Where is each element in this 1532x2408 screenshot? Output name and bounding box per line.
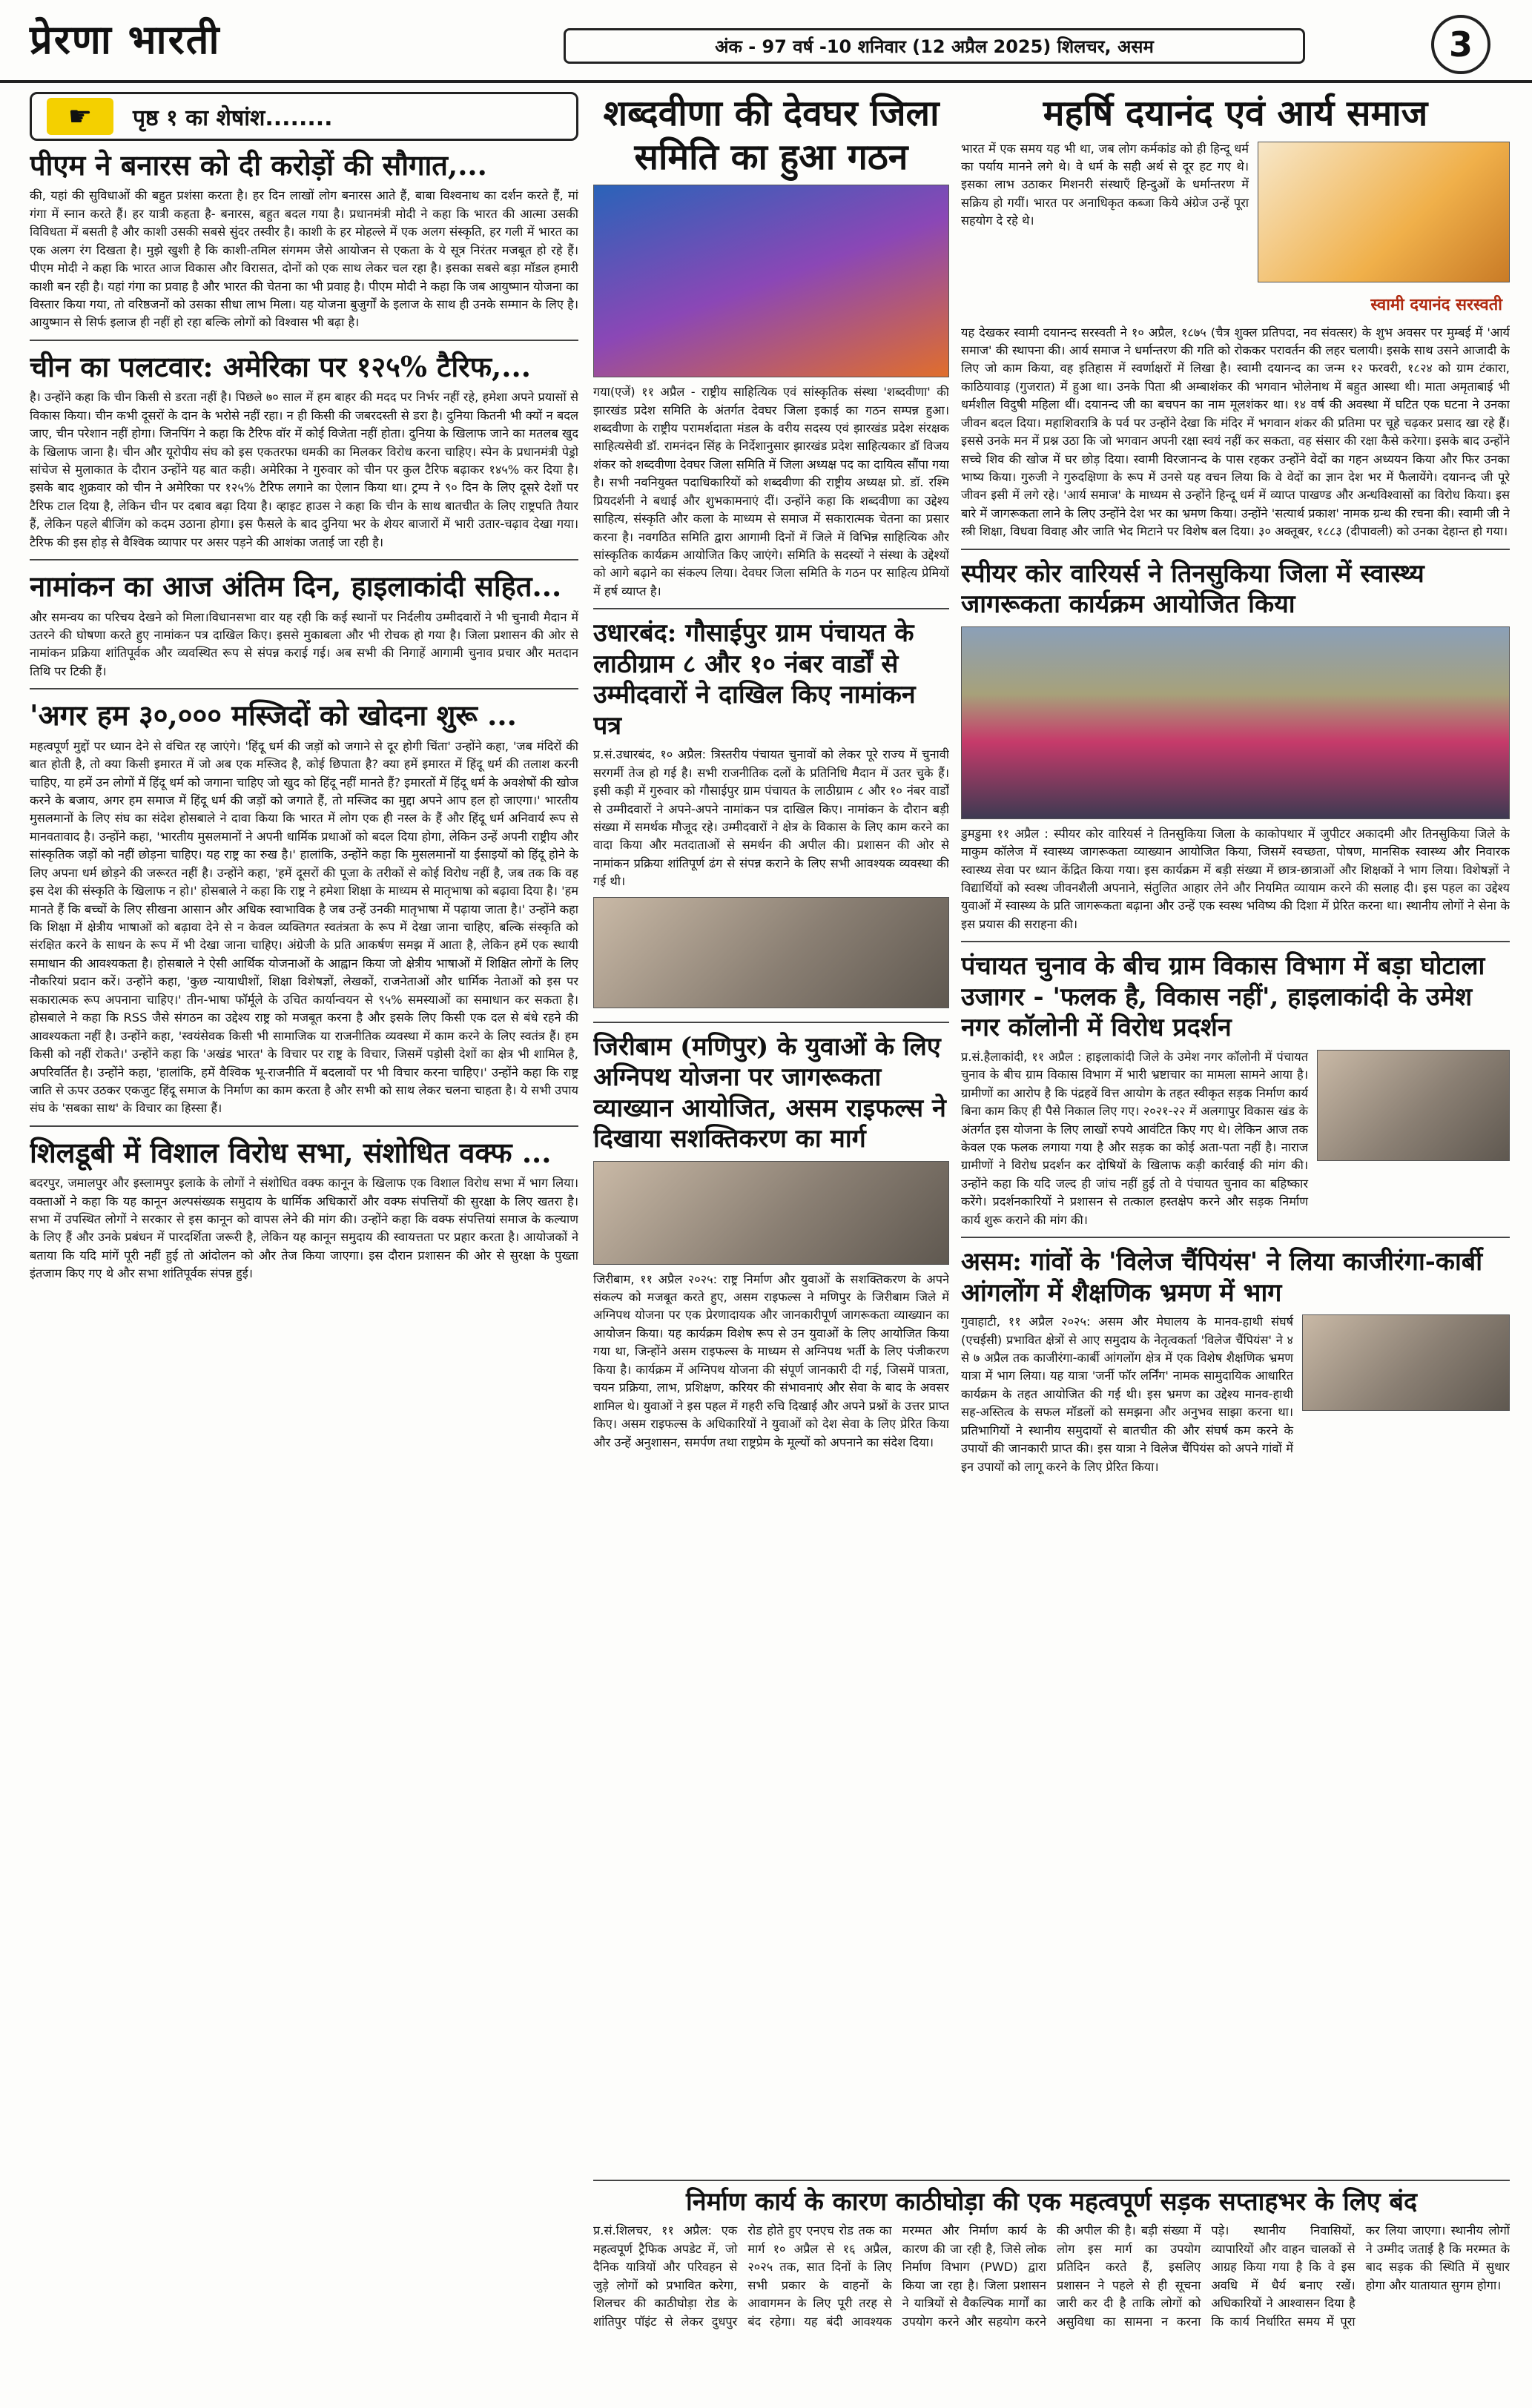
story-body: की, यहां की सुविधाओं की बहुत प्रशंसा करता है। हर दिन लाखों लोग बनारस आते हैं, बाबा विश्वनाथ का दर्शन करते हैं, मां गंगा में स्नान करते हैं। हर यात्री कहता है- बनारस, बहुत बदल गया है। प्रधानमंत्री मोदी ने कहा कि भारत की आत्मा उसकी विविधता में बसती है और काशी उसकी सबसे सुंदर तस्वीर है। काशी के हर मोहल्ले में एक अलग संस्कृति, हर गली में भारत का एक अलग रंग दिखता है। मुझे खुशी है कि काशी-तमिल संगमम जैसे आयोजन से एकता के ये सूत्र निरंतर मजबूत हो रहे हैं। पीएम मोदी ने कहा कि भारत आज विकास और विरासत, दोनों को एक साथ लेकर चल रहा है। इसका सबसे बड़ा मॉडल हमारी काशी बन रही है। यहां गंगा का प्रवाह है और भारत की चेतना का भी प्रवाह है। पीएम मोदी ने कहा कि जब आयुष्मान योजना का विस्तार किया गया, तो वरिष्ठजनों को उसका सीधा लाभ मिला। यह योजना बुजुर्गों के इलाज के साथ ही उनके सम्मान के लिए है। आयुष्मान से सिर्फ इलाज ही नहीं हो रहा बल्कि लोगों को विश्वास भी बढ़ा है। <box>30 188 578 330</box>
masthead <box>0 0 1532 83</box>
headline: उधारबंद: गौसाईपुर ग्राम पंचायत के लाठीग्राम ८ और १० नंबर वार्डों से उम्मीदवारों ने दाखिल किए नामांकन पत्र <box>593 618 916 741</box>
swami-portrait-image <box>1258 142 1510 282</box>
story-intro: भारत में एक समय यह भी था, जब लोग कर्मकांड को ही हिन्दू धर्म का पर्याय मानने लगे थे। वे धर्म के सही अर्थ से दूर हट गए थे। इसका लाभ उठाकर मिशनरी संस्थाएँ हिन्दुओं के धर्मान्तरण में सक्रिय हो गयीं। भारत पर अनाधिकृत कब्जा किये अंग्रेज उन्हें पूरा सहयोग दे रहे थे। <box>961 141 1249 228</box>
story-waqf-protest <box>30 1136 578 1291</box>
story-body: बदरपुर, जमालपुर और इस्लामपुर इलाके के लोगों ने संशोधित वक्फ कानून के खिलाफ एक विशाल विरोध सभा में भाग लिया। वक्ताओं ने कहा कि यह कानून अल्पसंख्यक समुदाय के धार्मिक अधिकारों और वक्फ संपत्तियों की सुरक्षा के लिए खतरा है। सभा में उपस्थित लोगों ने सरकार से इस कानून को वापस लेने की मांग की। उन्होंने कहा कि वक्फ संपत्तियां समाज के कल्याण के लिए हैं और उनके प्रबंधन में पारदर्शिता जरूरी है, लेकिन यह कानून समुदाय की स्वायत्तता पर प्रहार करता है। आयोजकों ने बताया कि यदि मांगें पूरी नहीं हुई तो आंदोलन को और तेज किया जाएगा। इस दौरान प्रशासन की ओर से सुरक्षा के पुख्ता इंतजाम किए गए थे और सभा शांतिपूर्वक संपन्न हुई। <box>30 1176 578 1281</box>
excursion-photo <box>1302 1314 1510 1411</box>
story-body: गया(एजें) ११ अप्रैल - राष्ट्रीय साहित्यिक एवं सांस्कृतिक संस्था 'शब्दवीणा' की झारखंड प्रदेश समिति के अंतर्गत देवघर जिला इकाई का गठन सम्पन्न हुआ। शब्दवीणा के राष्ट्रीय परामर्शदाता मंडल के वरीय सदस्य एवं झारखंड प्रदेश संरक्षक साहित्यसेवी डॉ. रामनंदन सिंह के निर्देशानुसार झारखंड प्रदेश साहित्यकार डॉ विजय शंकर को शब्दवीणा देवघर जिला समिति में जिला अध्यक्ष पद का दायित्व सौंपा गया है। सभी नवनियुक्त पदाधिकारियों को शब्दवीणा की राष्ट्रीय अध्यक्ष प्रो. डॉ. रश्मि प्रियदर्शनी ने बधाई और शुभकामनाएं दीं। उन्होंने कहा कि शब्दवीणा का उद्देश्य साहित्य, संस्कृति और कला के माध्यम से समाज में सकारात्मक चेतना का प्रसार करना है। नवगठित समिति द्वारा आगामी दिनों में जिले में विभिन्न साहित्यिक और सांस्कृतिक कार्यक्रम आयोजित किए जाएंगे। समिति के सदस्यों ने संस्था के उद्देश्यों को आगे बढ़ाने का संकल्प लिया। देवघर जिला समिति के गठन पर साहित्य प्रेमियों में हर्ष व्याप्त है। <box>593 385 949 598</box>
story-mosques <box>30 698 578 1127</box>
story-jiribam-agnipath <box>593 1032 949 1459</box>
portrait-caption: स्वामी दयानंद सरस्वती <box>1370 295 1502 314</box>
candidates-photo <box>593 897 949 1008</box>
story-body: और समन्वय का परिचय देखने को मिला।विधानसभा वार यह रही कि कई स्थानों पर निर्दलीय उम्मीदवारों ने भी चुनावी मैदान में उतरने की घोषणा करते हुए नामांकन पत्र दाखिल किए। इससे मुकाबला और भी रोचक हो गया है। जिला प्रशासन की ओर से नामांकन प्रक्रिया शांतिपूर्वक और व्यवस्थित रूप से संपन्न कराई गई। अब सभी की निगाहें आगामी चुनाव प्रचार और मतदान तिथि पर टिकी हैं। <box>30 609 578 678</box>
headline: शब्दवीणा की देवघर जिला समिति का हुआ गठन <box>603 93 940 178</box>
story-body: डुमडुमा ११ अप्रैल : स्पीयर कोर वारियर्स ने तिनसुकिया जिला के काकोपथार में जुपीटर अकादमी और तिनसुकिया जिले के माकुम कॉलेज में स्वास्थ्य जागरूकता व्याख्यान आयोजित किया, जिसमें स्वच्छता, पोषण, मानसिक स्वास्थ्य और निवारक स्वास्थ्य सेवा पर ध्यान केंद्रित किया गया। इस कार्यक्रम में बड़ी संख्या में छात्र-छात्राओं और शिक्षकों ने भाग लिया। विशेषज्ञों ने विद्यार्थियों को स्वस्थ जीवनशैली अपनाने, संतुलित आहार लेने और नियमित व्यायाम करने की सलाह दी। इस पहल का उद्देश्य युवाओं में स्वास्थ्य के प्रति जागरूकता बढ़ाना और उन्हें एक स्वस्थ भविष्य की दिशा में प्रेरित करना था। स्थानीय लोगों ने सेना के इस प्रयास की सराहना की। <box>961 826 1510 931</box>
story-body: प्र.सं.उधारबंद, १० अप्रैल: त्रिस्तरीय पंचायत चुनावों को लेकर पूरे राज्य में चुनावी सरगर्मी तेज हो गई है। सभी राजनीतिक दलों के प्रतिनिधि मैदान में उतर चुके हैं। इसी कड़ी में गुरुवार को गौसाईपुर ग्राम पंचायत के लाठीग्राम ८ और १० नंबर वार्डों से उम्मीदवारों ने अपने-अपने नामांकन पत्र दाखिल किए। नामांकन के दौरान बड़ी संख्या में समर्थक मौजूद रहे। उम्मीदवारों ने क्षेत्र के विकास के लिए काम करने का वादा किया और मतदाताओं से समर्थन की अपील की। प्रशासन की ओर से नामांकन प्रक्रिया शांतिपूर्ण ढंग से संपन्न कराने के लिए सभी आवश्यक व्यवस्था की गई थी। <box>593 747 949 889</box>
story-rural-scam <box>961 951 1510 1238</box>
story-road-closure <box>593 2180 1510 2395</box>
story-body: महत्वपूर्ण मुद्दों पर ध्यान देने से वंचित रह जाएंगे। 'हिंदू धर्म की जड़ों को जगाने से दूर होगी चिंता' उन्होंने कहा, 'जब मंदिरों की बात होती है, तो क्या किसी इमारत में जो अब एक मस्जिद है, कोई छिपाता है? क्या हमें इमारत में हिंदू धर्म की तलाश करनी चाहिए, या हमें उन लोगों में हिंदू धर्म को जगाना चाहिए जो खुद को हिंदू नहीं मानते हैं? इमारतों में हिंदू धर्म के अवशेषों की खोज करने के बजाय, अगर हम समाज में हिंदू धर्म की जड़ों को जगाते हैं, तो मस्जिद का मुद्दा अपने आप हल हो जाएगा।' भारतीय मुसलमानों के लिए संघ का संदेश होसबाले ने दावा किया कि भारत में लोग एक ही नस्ल के हैं और हिंदू धर्म अनिवार्य रूप से मानवतावाद है। उन्होंने कहा, 'भारतीय मुसलमानों ने अपनी धार्मिक प्रथाओं को बदल दिया होगा, लेकिन उन्हें अपनी राष्ट्रीय और सांस्कृतिक जड़ों को नहीं छोड़ना चाहिए। यह राष्ट्र का रुख है।' हालांकि, उन्होंने कहा कि मुसलमानों या ईसाइयों को हिंदू होने के लिए अपना धर्म छोड़ने की जरूरत नहीं है। उन्होंने कहा, 'हमें दूसरों की पूजा के तरीकों से कोई विरोध नहीं है, जब तक कि वह इस देश की संस्कृति के खिलाफ न हो।' होसबाले ने कहा कि राष्ट्र ने हमेशा शिक्षा के माध्यम से मातृभाषा को बढ़ावा दिया है। 'हम मानते हैं कि बच्चों के लिए सीखना आसान और अधिक स्वाभाविक है जब उन्हें उनकी मातृभाषा में पढ़ाया जाता है।' उन्होंने कहा कि शिक्षा में क्षेत्रीय भाषाओं को बढ़ावा देने से न केवल व्यक्तिगत स्वतंत्रता के रूप में देखा जाना चाहिए, बल्कि संस्कृति को संरक्षित करने के साधन के रूप में भी देखा जाना चाहिए। अंग्रेजी के प्रति आकर्षण समझ में आता है, लेकिन हमें एक स्थायी समाधान की आवश्यकता है। होसबाले ने ऐसी आर्थिक योजनाओं के आह्वान किया जो क्षेत्रीय भाषाओं में शिक्षित लोगों के लिए नौकरियां प्रदान करें। उन्होंने कहा, 'कुछ न्यायाधीशों, शिक्षा विशेषज्ञों, लेखकों, राजनेताओं और धार्मिक नेताओं को इस पर सकारात्मक रूप अपनाना चाहिए।' तीन-भाषा फॉर्मूले के उचित कार्यान्वयन से ९५% समस्याओं का समाधान कर सकता है। होसबाले ने कहा कि RSS जैसे संगठन का उद्देश्य राष्ट्र को मजबूत करना है और इसके लिए किसी एक दल से बंधे रहने की आवश्यकता नहीं है। उन्होंने कहा, 'स्वयंसेवक किसी भी सामाजिक या राजनीतिक व्यवस्था में काम करने के लिए स्वतंत्र हैं। हम किसी को नहीं रोकते।' उन्होंने कहा कि 'अखंड भारत' के विचार पर राष्ट्र के विचार, जिसमें पड़ोसी देशों का क्षेत्र भी शामिल है, अपरिवर्तित है। उन्होंने कहा, 'हालांकि, हमें वैश्विक भू-राजनीति में बदलावों पर भी विचार करना चाहिए।' उन्होंने कहा कि राष्ट्र जाति से ऊपर उठकर एकजुट हिंदू समाज के निर्माण का काम करता है और सभी को साथ लेकर चलना चाहता है। ये सभी उपाय संघ के 'सबका साथ' के विचार का हिस्सा हैं। <box>30 738 578 1116</box>
headline: निर्माण कार्य के कारण काठीघोड़ा की एक महत्वपूर्ण सड़क सप्ताहभर के लिए बंद <box>685 2187 1418 2217</box>
story-dayanand <box>961 92 1510 550</box>
story-body: प्र.सं.हैलाकांदी, ११ अप्रैल : हाइलाकांदी जिले के उमेश नगर कॉलोनी में पंचायत चुनाव के बीच ग्राम विकास विभाग में भारी भ्रष्टाचार का मामला सामने आया है। ग्रामीणों का आरोप है कि पंद्रहवें वित्त आयोग के तहत स्वीकृत सड़क निर्माण कार्य बिना काम किए ही पैसे निकाल लिए गए। २०२१-२२ में अलगापुर विकास खंड के अंतर्गत इस योजना के लिए लाखों रुपये आवंटित किए गए थे। लेकिन आज तक केवल एक फलक लगाया गया है और सड़क का कोई अता-पता नहीं है। नाराज ग्रामीणों ने विरोध प्रदर्शन कर दोषियों के खिलाफ कड़ी कार्रवाई की मांग की। उन्होंने कहा कि यदि जल्द ही जांच नहीं हुई तो वे पंचायत चुनाव का बहिष्कार करेंगे। प्रदर्शनकारियों ने प्रशासन से तत्काल हस्तक्षेप करने और सड़क निर्माण कार्य शुरू कराने की मांग की। <box>961 1049 1308 1227</box>
headline: पीएम ने बनारस को दी करोड़ों की सौगात,... <box>30 148 487 182</box>
headline: जिरीबाम (मणिपुर) के युवाओं के लिए अग्निपथ योजना पर जागरूकता व्याख्यान आयोजित, असम राइफल्स ने दिखाया सशक्तिकरण का मार्ग <box>593 1031 946 1154</box>
headline: शिलडूबी में विशाल विरोध सभा, संशोधित वक्फ ... <box>30 1135 552 1169</box>
middle-column <box>593 92 949 2393</box>
protest-photo <box>1317 1050 1510 1161</box>
story-china-tariff <box>30 350 578 560</box>
committee-poster-image <box>593 185 949 377</box>
story-udharbond-nominations <box>593 618 949 1022</box>
students-group-photo <box>961 626 1510 819</box>
story-body: जिरीबाम, ११ अप्रैल २०२५: राष्ट्र निर्माण और युवाओं के सशक्तिकरण के अपने संकल्प को मजबूत करते हुए, असम राइफल्स ने मणिपुर के जिरीबाम जिले में अग्निपथ योजना पर एक प्रेरणादायक और जानकारीपूर्ण जागरूकता व्याख्यान का आयोजन किया। यह कार्यक्रम विशेष रूप से उन युवाओं के लिए आयोजित किया गया था, जिन्होंने असम राइफल्स के माध्यम से अग्निपथ भर्ती के लिए पंजीकरण किया है। कार्यक्रम में अग्निपथ योजना की संपूर्ण जानकारी दी गई, जिसमें पात्रता, चयन प्रक्रिया, लाभ, प्रशिक्षण, करियर की संभावनाएं और सेवा के बाद के अवसर शामिल थे। युवाओं ने इस पहल में गहरी रुचि दिखाई और अपने प्रश्नों के उत्तर प्राप्त किए। असम राइफल्स के अधिकारियों ने युवाओं को देश सेवा के लिए प्रेरित किया और उन्हें अनुशासन, समर्पण तथा राष्ट्रप्रेम के मूल्यों को अपनाने का संदेश दिया। <box>593 1271 949 1449</box>
headline: स्पीयर कोर वारियर्स ने तिनसुकिया जिला में स्वास्थ्य जागरूकता कार्यक्रम आयोजित किया <box>961 558 1424 620</box>
headline: महर्षि दयानंद एवं आर्य समाज <box>1043 93 1428 134</box>
headline: असम: गांवों के 'विलेज चैंपियंस' ने लिया काजीरंगा-कार्बी आंगलोंग में शैक्षणिक भ्रमण में भाग <box>961 1247 1482 1308</box>
pointing-hand-icon: ☛ <box>47 98 113 135</box>
headline: नामांकन का आज अंतिम दिन, हाइलाकांदी सहित... <box>30 569 562 603</box>
right-column <box>961 92 1510 2393</box>
headline: पंचायत चुनाव के बीच ग्राम विकास विभाग में बड़ा घोटाला उजागर - 'फलक है, विकास नहीं', हाइलाकांदी के उमेश नगर कॉलोनी में विरोध प्रदर्शन <box>961 951 1485 1043</box>
issue-dateline: अंक - 97 वर्ष -10 शनिवार (12 अप्रैल 2025) शिलचर, असम <box>564 28 1305 64</box>
headline: चीन का पलटवार: अमेरिका पर १२५% टैरिफ,... <box>30 349 531 383</box>
story-body: यह देखकर स्वामी दयानन्द सरस्वती ने १० अप्रैल, १८७५ (चैत्र शुक्ल प्रतिपदा, नव संवत्सर) के शुभ अवसर पर मुम्बई में 'आर्य समाज' की स्थापना की। आर्य समाज ने धर्मान्तरण की गति को रोककर परावर्तन की लहर चलायी। इसके साथ उसने आजादी के लिए जो काम किया, वह इतिहास में स्वर्णाक्षरों में लिखा है। स्वामी दयानन्द का जन्म १२ फरवरी, १८२४ को ग्राम टंकारा, काठियावाड़ (गुजरात) में हुआ था। उनके पिता श्री अम्बाशंकर की भगवान भोलेनाथ में बहुत आस्था थी। माता अमृताबाई भी धर्मशील विदुषी महिला थीं। दयानन्द जी का बचपन का नाम मूलशंकर था। १४ वर्ष की अवस्था में घटित एक घटना ने उनका जीवन बदल दिया। महाशिवरात्रि के पर्व पर उन्होंने देखा कि मंदिर में भगवान शंकर की प्रतिमा पर चूहे चढ़कर प्रसाद खा रहे हैं। इससे उनके मन में प्रश्न उठा कि जो भगवान अपनी रक्षा स्वयं नहीं कर सकता, वह संसार की रक्षा कैसे करेगा। इसके बाद उन्होंने सच्चे शिव की खोज में घर छोड़ दिया। स्वामी विरजानन्द के पास रहकर उन्होंने वेदों का गहन अध्ययन किया और फिर उनका भाष्य किया। गुरुजी ने गुरुदक्षिणा के रूप में उनसे यह वचन लिया कि वे वेदों का ज्ञान देश भर में फैलायेंगे। दयानन्द जी पूरे जीवन इसी में लगे रहे। 'आर्य समाज' के माध्यम से उन्होंने हिन्दू धर्म में व्याप्त पाखण्ड और अन्धविश्वासों का विरोध किया। इस बारे में जागरूकता लाने के लिए उन्होंने देश भर का भ्रमण किया। उन्होंने 'सत्यार्थ प्रकाश' नामक ग्रन्थ की रचना की। स्वामी जी ने स्त्री शिक्षा, विधवा विवाह और जाति भेद मिटाने पर विशेष बल दिया। ३० अक्तूबर, १८८३ (दीपावली) को उनका देहान्त हो गया। <box>961 325 1510 539</box>
continuation-banner <box>30 92 578 141</box>
story-body: है। उन्होंने कहा कि चीन किसी से डरता नहीं है। पिछले ७० साल में हम बाहर की मदद पर निर्भर नहीं रहे, हमेशा अपने प्रयासों से विकास किया। चीन कभी दूसरों के दान के भरोसे नहीं रहा। न ही किसी की जबरदस्ती से डरा है। दुनिया कितनी भी क्यों न बदल जाए, चीन परेशान नहीं होगा। जिनपिंग ने कहा कि टैरिफ वॉर में कोई विजेता नहीं होता। दुनिया के खिलाफ जाने का मतलब खुद के खिलाफ जाना है। चीन और यूरोपीय संघ को इस एकतरफा धमकी का मिलकर विरोध करना चाहिए। स्पेन के प्रधानमंत्री पेड्रो सांचेज से मुलाकात के दौरान उन्होंने यह बात कही। अमेरिका ने गुरुवार को चीन पर कुल टैरिफ बढ़ाकर १४५% कर दिया है। इसके बाद शुक्रवार को चीन ने अमेरिका पर १२५% टैरिफ लगाने का ऐलान किया था। ट्रम्प ने ९० दिन के लिए दूसरे देशों पर टैरिफ टाल दिया है, लेकिन चीन पर दबाव बढ़ा दिया है। व्हाइट हाउस ने कहा कि चीन के साथ बातचीत के लिए राष्ट्रपति तैयार हैं, लेकिन पहले बीजिंग को कदम उठाना होगा। इस फैसले के बाद दुनिया भर के शेयर बाजारों में भारी उतार-चढ़ाव देखा गया। टैरिफ की इस होड़ से वैश्विक व्यापार पर असर पड़ने की आशंका जताई जा रही है। <box>30 390 578 549</box>
headline: 'अगर हम ३०,००० मस्जिदों को खोदना शुरू ... <box>30 698 517 732</box>
continuation-label: पृष्ठ १ का शेषांश........ <box>133 105 333 131</box>
newspaper-name: प्रेरणा भारती <box>30 16 221 63</box>
story-spear-corps <box>961 559 1510 943</box>
page-number: 3 <box>1431 15 1490 74</box>
story-shabdveena <box>593 92 949 609</box>
story-body: गुवाहाटी, ११ अप्रैल २०२५: असम और मेघालय के मानव-हाथी संघर्ष (एचईसी) प्रभावित क्षेत्रों से आए समुदाय के नेतृत्वकर्ता 'विलेज चैंपियंस' ने ४ से ७ अप्रैल तक काजीरंगा-कार्बी आंगलोंग क्षेत्र में एक विशेष शैक्षणिक भ्रमण यात्रा में भाग लिया। यह यात्रा 'जर्नी फॉर लर्निंग' नामक सामुदायिक आधारित कार्यक्रम के तहत आयोजित की गई थी। इस भ्रमण का उद्देश्य मानव-हाथी सह-अस्तित्व के सफल मॉडलों को समझना और अनुभव साझा करना था। प्रतिभागियों ने स्थानीय समुदायों से बातचीत की और संघर्ष कम करने के उपायों की जानकारी प्राप्त की। इस यात्रा ने विलेज चैंपियंस को अपने गांवों में इन उपायों को लागू करने के लिए प्रेरित किया। <box>961 1314 1293 1474</box>
lecture-photo <box>593 1161 949 1265</box>
story-village-champions <box>961 1247 1510 1484</box>
story-body: प्र.सं.शिलचर, ११ अप्रैल: एक महत्वपूर्ण ट्रैफिक अपडेट में, जो दैनिक यात्रियों और परिवहन से जुड़े लोगों को प्रभावित करेगा, शिलचर की काठीघोड़ा रोड के शांतिपुर पॉइंट से लेकर दुधपुर रोड होते हुए एनएच रोड तक का मार्ग १० अप्रैल से १६ अप्रैल, २०२५ तक, सात दिनों के लिए सभी प्रकार के वाहनों के आवागमन के लिए पूरी तरह से बंद रहेगा। यह बंदी आवश्यक मरम्मत और निर्माण कार्य के कारण की जा रही है, जिसे लोक निर्माण विभाग (PWD) द्वारा किया जा रहा है। जिला प्रशासन ने यात्रियों से वैकल्पिक मार्गों का उपयोग करने और सहयोग करने की अपील की है। बड़ी संख्या में लोग इस मार्ग का उपयोग प्रतिदिन करते हैं, इसलिए प्रशासन ने पहले से ही सूचना जारी कर दी है ताकि लोगों को असुविधा का सामना न करना पड़े। स्थानीय निवासियों, व्यापारियों और वाहन चालकों से आग्रह किया गया है कि वे इस अवधि में धैर्य बनाए रखें। अधिकारियों ने आश्वासन दिया है कि कार्य निर्धारित समय में पूरा कर लिया जाएगा। स्थानीय लोगों ने उम्मीद जताई है कि मरम्मत के बाद सड़क की स्थिति में सुधार होगा और यातायात सुगम होगा। <box>593 2223 1510 2329</box>
left-column <box>30 92 578 2393</box>
story-nomination-last-day <box>30 569 578 689</box>
story-pm-banaras <box>30 148 578 341</box>
